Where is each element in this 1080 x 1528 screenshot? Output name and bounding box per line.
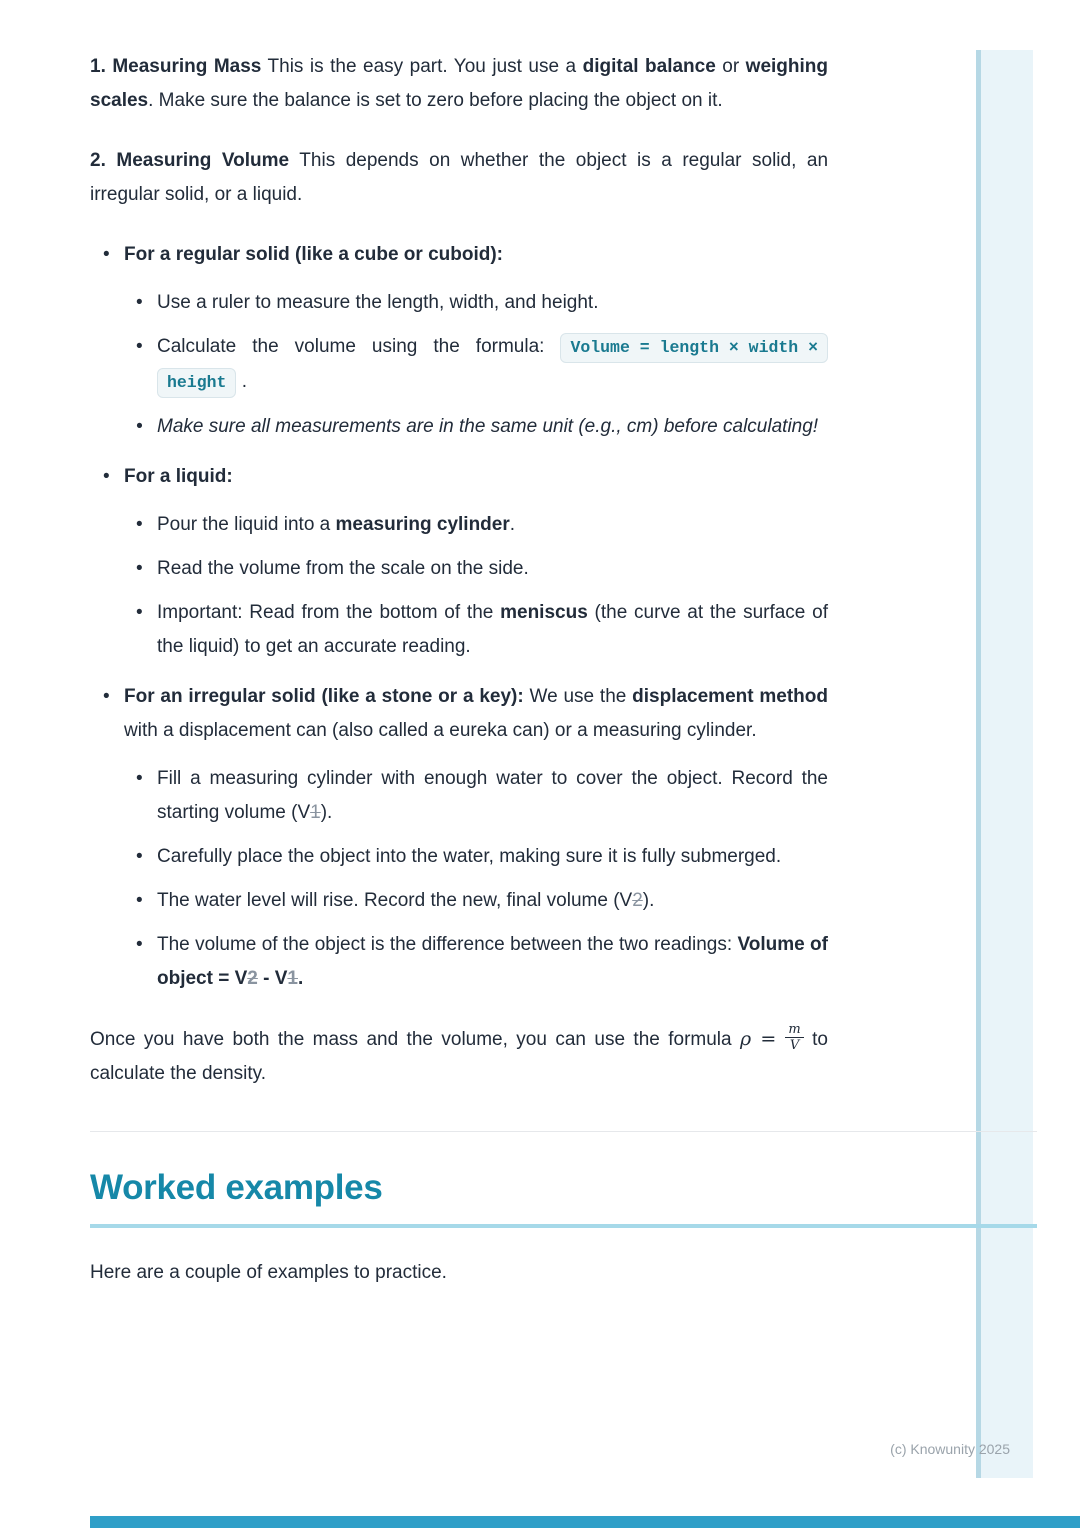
text: with a displacement can (also called a eureka can) or a measuring cylinder. [124, 720, 757, 741]
text: Make sure all measurements are in the same unit (e.g., cm) before calculating! [157, 416, 819, 437]
text: ). [320, 802, 333, 823]
bold-text: weighing scales [90, 56, 828, 111]
paragraph-measuring-volume [90, 144, 828, 212]
text: . Make sure the balance is set to zero before placing the object on it. [148, 90, 723, 111]
list-item [124, 330, 828, 400]
copyright-watermark: (c) Knowunity 2025 [890, 1441, 1010, 1457]
text: This is the easy part. You just use a [261, 56, 583, 77]
list-item-note [124, 410, 828, 444]
code-chip-height: height [157, 368, 236, 398]
list-item [124, 884, 828, 918]
list-item-irregular-solid [90, 680, 828, 996]
text: to calculate the density. [90, 1029, 828, 1084]
paragraph-examples-intro: Here are a couple of examples to practice. [90, 1262, 447, 1283]
struck-subscript: 1 [310, 802, 321, 823]
regular-solid-steps [124, 286, 828, 444]
text: Read the volume from the scale on the side. [157, 558, 529, 579]
displacement-steps [124, 762, 828, 996]
text: Calculate the volume using the formula: [157, 336, 561, 357]
paragraph-density-formula [90, 1022, 828, 1091]
volume-methods-list [90, 238, 828, 996]
list-item [124, 596, 828, 664]
list-item [124, 508, 828, 542]
list-item [124, 762, 828, 830]
text: The water level will rise. Record the new, final volume (V [157, 890, 633, 911]
struck-subscript: 1 [287, 968, 298, 989]
text: Fill a measuring cylinder with enough water to cover the object. Record the starting volume (V [157, 768, 828, 823]
list-item-regular-solid [90, 238, 828, 444]
equals-sign: = [751, 1028, 786, 1050]
text: Use a ruler to measure the length, width, and height. [157, 292, 599, 313]
bold-text: digital balance [582, 56, 716, 77]
list-item-liquid [90, 460, 828, 664]
fraction-numerator: m [785, 1023, 803, 1038]
liquid-steps [124, 508, 828, 664]
text: The volume of the object is the difference between the two readings: [157, 934, 738, 955]
rho-symbol: ρ [740, 1028, 752, 1050]
struck-subscript: 2 [247, 968, 258, 989]
section-divider [90, 1131, 1037, 1132]
bold-text: 1. Measuring Mass [90, 56, 262, 77]
text: We use the [523, 686, 633, 707]
text: Important: Read from the bottom of the [157, 602, 501, 623]
bold-text: displacement method [632, 686, 828, 707]
text: Once you have both the mass and the volume, you can use the formula [90, 1029, 740, 1050]
code-chip-volume-formula: Volume = length × width × [560, 333, 828, 363]
list-item [124, 928, 828, 996]
paragraph-measuring-mass [90, 50, 828, 118]
bold-text: Volume of object = V [157, 934, 828, 989]
bold-text: meniscus [500, 602, 588, 623]
list-header: For an irregular solid (like a stone or a key): [124, 686, 524, 707]
list-header: For a liquid: [124, 466, 233, 487]
text: Pour the liquid into a [157, 514, 336, 535]
list-item [124, 840, 828, 874]
bold-text: . [298, 968, 304, 989]
text: . [236, 371, 247, 392]
fraction-m-over-v [785, 1023, 803, 1052]
list-header: For a regular solid (like a cube or cuboid): [124, 244, 504, 265]
text: This depends on whether the object is a regular solid, an irregular solid, or a liquid. [90, 150, 829, 205]
text: ). [642, 890, 655, 911]
section-heading: Worked examples [90, 1168, 383, 1207]
list-item [124, 286, 828, 320]
struck-subscript: 2 [632, 890, 643, 911]
text: Carefully place the object into the water, making sure it is fully submerged. [157, 846, 782, 867]
list-item [124, 552, 828, 586]
bold-text: - V [257, 968, 288, 989]
horizontal-scrollbar[interactable] [90, 1516, 1080, 1528]
text: . [509, 514, 516, 535]
fraction-denominator: V [789, 1038, 800, 1054]
bold-text: 2. Measuring Volume [90, 150, 290, 171]
bold-text: measuring cylinder [335, 514, 510, 535]
text: or [715, 56, 746, 77]
text: (the curve at the surface of the liquid) to get an accurate reading. [157, 602, 828, 657]
heading-underline [90, 1224, 1037, 1228]
document-page [90, 50, 1037, 1290]
